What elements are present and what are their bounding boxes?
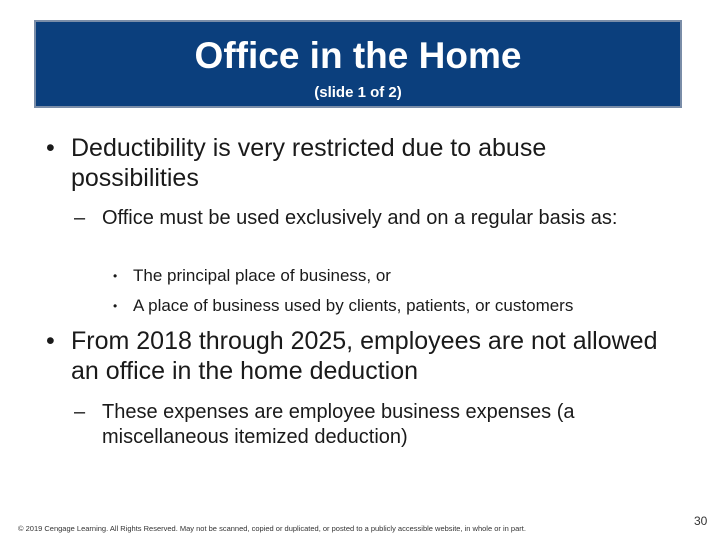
sub-bullet-text: Office must be used exclusively and on a regular basis as: xyxy=(102,207,618,229)
sub-sub-bullet-text: A place of business used by clients, patients, or customers xyxy=(133,296,574,315)
bullet-text: From 2018 through 2025, employees are not allowed an office in the home deduction xyxy=(71,327,658,385)
sub-bullet-item xyxy=(74,400,674,450)
bullet-marker: • xyxy=(113,269,118,283)
sub-sub-bullet-item xyxy=(113,296,693,316)
sub-sub-bullet-text: The principal place of business, or xyxy=(133,266,391,285)
dash-marker: – xyxy=(74,207,86,229)
sub-bullet-text: These expenses are employee business expenses (a miscellaneous itemized deduction) xyxy=(102,401,575,448)
bullet-marker: • xyxy=(113,299,118,313)
title-banner xyxy=(34,20,682,108)
bullet-marker: • xyxy=(46,134,55,162)
page-number: 30 xyxy=(694,514,708,528)
slide-subtitle: (slide 1 of 2) xyxy=(314,84,402,101)
slide-title: Office in the Home xyxy=(194,35,522,76)
dash-marker: – xyxy=(74,401,86,423)
sub-sub-bullet-item xyxy=(113,266,693,286)
bullet-item xyxy=(46,327,676,386)
bullet-text: Deductibility is very restricted due to abuse possibilities xyxy=(71,134,547,192)
bullet-item xyxy=(46,134,676,193)
copyright-footer: © 2019 Cengage Learning. All Rights Reserved. May not be scanned, copied or duplicated, or posted to a publicly accessible website, in whole or in part. xyxy=(18,524,526,533)
bullet-marker: • xyxy=(46,327,55,355)
sub-bullet-item xyxy=(74,206,674,231)
